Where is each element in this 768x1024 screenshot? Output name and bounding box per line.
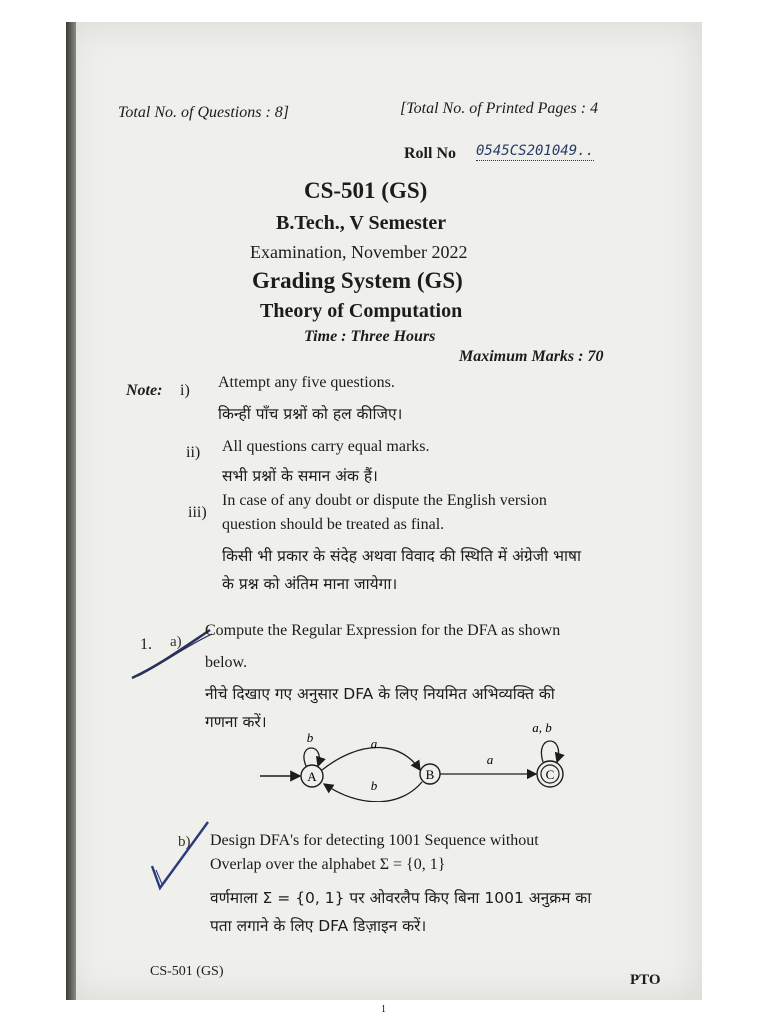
total-pages: [Total No. of Printed Pages : 4 [400, 100, 599, 117]
question-1-number: 1. [140, 636, 152, 653]
footer-pto: PTO [630, 972, 661, 988]
total-questions: Total No. of Questions : 8] [118, 104, 289, 121]
question-1a-hindi-line2: गणना करें। [205, 713, 267, 731]
state-b-label: B [425, 767, 435, 782]
note-1-english: Attempt any five questions. [218, 374, 395, 391]
question-1a-english-line2: below. [205, 654, 248, 671]
note-2-english: All questions carry equal marks. [222, 438, 430, 455]
program: B.Tech., V Semester [276, 212, 447, 234]
note-2-hindi: सभी प्रश्नों के समान अंक हैं। [222, 467, 378, 485]
note-3-english-line2: question should be treated as final. [222, 516, 445, 533]
note-1-hindi: किन्हीं पाँच प्रश्नों को हल कीजिए। [218, 405, 403, 423]
grading-system: Grading System (GS) [252, 268, 463, 293]
page-number: 1 [381, 1004, 386, 1015]
exam-duration: Time : Three Hours [304, 328, 436, 345]
question-1a-hindi-line1: नीचे दिखाए गए अनुसार DFA के लिए नियमित अभिव्यक्ति की [205, 685, 555, 703]
note-num-3: iii) [188, 504, 207, 521]
edge-b-to-c-label: a [486, 752, 494, 767]
state-a-label: A [307, 769, 317, 784]
note-3-hindi-line2: के प्रश्न को अंतिम माना जायेगा। [222, 575, 398, 593]
footer-course-code: CS-501 (GS) [150, 964, 224, 979]
maximum-marks: Maximum Marks : 70 [459, 348, 604, 365]
exam-session: Examination, November 2022 [250, 242, 468, 262]
loop-c [541, 741, 558, 762]
pen-tick-mark [146, 818, 212, 894]
loop-c-label: a, b [532, 720, 552, 735]
question-1b-hindi-line1: वर्णमाला Σ = {0, 1} पर ओवरलैप किए बिना 1001 अनुक्रम का [210, 889, 592, 907]
state-c-label: C [545, 767, 555, 782]
edge-b-to-a-label: b [370, 778, 378, 793]
dfa-diagram [250, 712, 590, 802]
subject: Theory of Computation [260, 300, 463, 322]
note-label: Note: [126, 382, 163, 399]
question-1b-hindi-line2: पता लगाने के लिए DFA डिज़ाइन करें। [210, 917, 427, 935]
question-1a-label: a) [170, 634, 182, 650]
question-1b-english-line1: Design DFA's for detecting 1001 Sequence without [210, 832, 539, 849]
loop-a-label: b [306, 730, 314, 745]
question-1a-english-line1: Compute the Regular Expression for the DFA as shown [205, 622, 561, 639]
note-3-hindi-line1: किसी भी प्रकार के संदेह अथवा विवाद की स्थिति में अंग्रेजी भाषा [222, 547, 581, 565]
note-num-2: ii) [186, 444, 201, 461]
pen-strike-mark [128, 626, 214, 682]
roll-no-label: Roll No [404, 145, 456, 162]
loop-a [304, 748, 319, 766]
question-1b-english-line2: Overlap over the alphabet Σ = {0, 1} [210, 856, 446, 873]
question-1b-label: b) [178, 834, 191, 850]
note-3-english-line1: In case of any doubt or dispute the English version [222, 492, 547, 509]
note-num-1: i) [180, 382, 190, 399]
roll-no-value: 0545CS201049.. [476, 143, 595, 159]
course-code: CS-501 (GS) [304, 178, 428, 203]
edge-a-to-b-label: a [370, 736, 378, 751]
paper-shadow-edge [66, 22, 76, 1000]
